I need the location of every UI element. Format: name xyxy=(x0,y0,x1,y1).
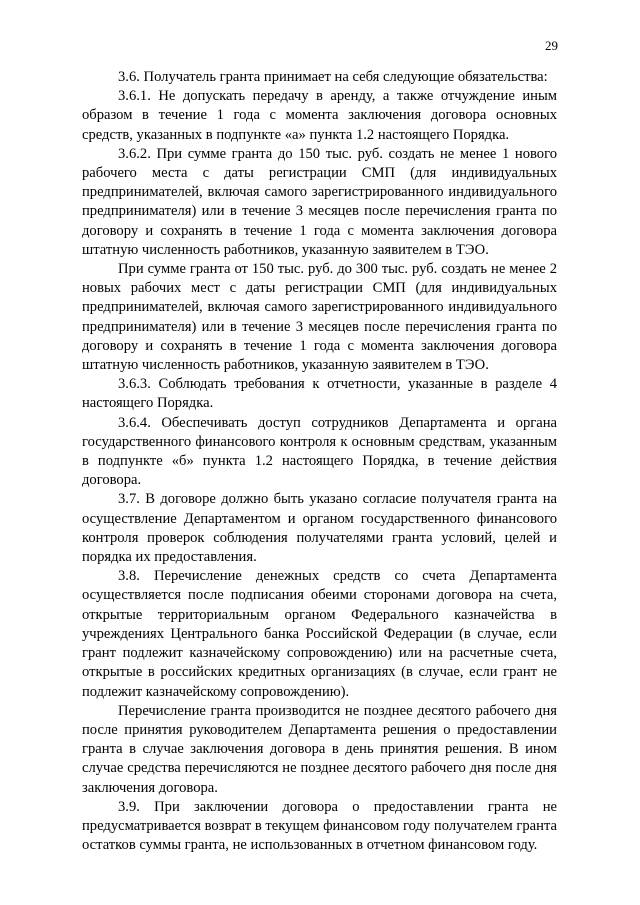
paragraph-3-9: 3.9. При заключении договора о предоставлении гранта не предусматривается возврат в текущем финансовом году получателем гранта остатков суммы гранта, не использованных в отчетном финансовом году. xyxy=(82,798,557,854)
paragraph-3-6-3: 3.6.3. Соблюдать требования к отчетности, указанные в разделе 4 настоящего Порядка. xyxy=(82,376,557,412)
paragraph-3-6: 3.6. Получатель гранта принимает на себя следующие обязательства: xyxy=(118,69,548,85)
document-body xyxy=(82,68,557,855)
page-number: 29 xyxy=(545,38,558,53)
paragraph-3-6-4: 3.6.4. Обеспечивать доступ сотрудников Департамента и органа государственного финансового контроля к основным средствам, указанным в подпункте «б» пункта 1.2 настоящего Порядка, в течение действия договора. xyxy=(82,414,557,489)
paragraph-3-6-2-continued: При сумме гранта от 150 тыс. руб. до 300 тыс. руб. создать не менее 2 новых рабочих мест с даты регистрации СМП (для индивидуальных предпринимателей, включая самого зарегистрированного индивидуального предпринимателя) или в течение 3 месяцев после перечисления гранта по договору и сохранять в течение 1 года с момента заключения договора штатную численность работников, указанную заявителем в ТЭО. xyxy=(82,261,557,374)
paragraph-3-7: 3.7. В договоре должно быть указано согласие получателя гранта на осуществление Департаментом и органом государственного финансового контроля проверок соблюдения получателями гранта условий, целей и порядка их предоставления. xyxy=(82,491,557,566)
paragraph-3-8: 3.8. Перечисление денежных средств со счета Департамента осуществляется после подписания обеими сторонами договора на счета, открытые территориальным органом Федерального казначейства в учреждениях Центрального банка Российской Федерации (в случае, если грант подлежит казначейскому сопровождению) или на расчетные счета, открытые в российских кредитных организациях (в случае, если грант не подлежит казначейскому сопровождению). xyxy=(82,568,557,700)
paragraph-3-6-2: 3.6.2. При сумме гранта до 150 тыс. руб. создать не менее 1 нового рабочего места с даты регистрации СМП (для индивидуальных предпринимателей, включая самого зарегистрированного индивидуального предпринимателя) или в течение 3 месяцев после перечисления гранта по договору и сохранять в течение 1 года с момента заключения договора штатную численность работников, указанную заявителем в ТЭО. xyxy=(82,145,557,258)
paragraph-3-8-continued: Перечисление гранта производится не позднее десятого рабочего дня после принятия руководителем Департамента решения о предоставлении гранта в случае заключения договора в день принятия решения. В ином случае средства перечисляются не позднее десятого рабочего дня после дня заключения договора. xyxy=(82,702,557,796)
paragraph-3-6-1: 3.6.1. Не допускать передачу в аренду, а также отчуждение иным образом в течение 1 года с момента заключения договора основных средств, указанных в подпункте «а» пункта 1.2 настоящего Порядка. xyxy=(82,88,557,143)
